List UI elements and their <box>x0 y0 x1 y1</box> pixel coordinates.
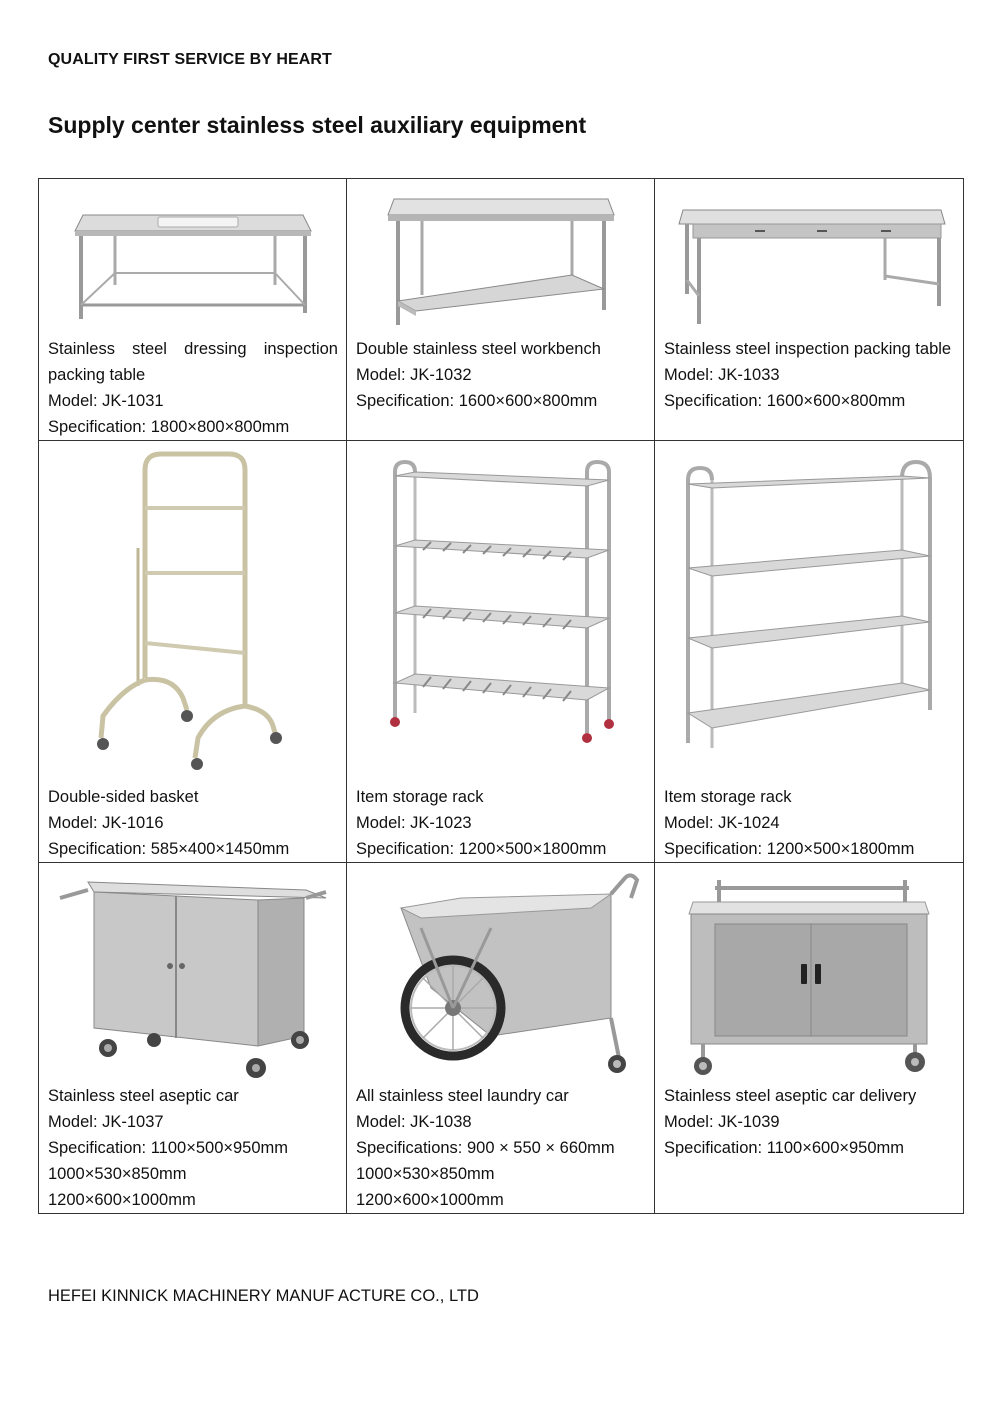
product-cell <box>655 441 964 863</box>
product-spec: 1200×600×1000mm <box>356 1191 504 1209</box>
slatted-rack-image <box>347 441 654 784</box>
product-name: Stainless steel aseptic car <box>48 1087 239 1105</box>
product-spec: Specification: 1200×500×1800mm <box>356 840 607 858</box>
product-spec: Specification: 1600×600×800mm <box>356 392 598 410</box>
product-spec: Specification: 1100×600×950mm <box>664 1139 905 1157</box>
packing-table-image <box>655 179 963 336</box>
product-cell <box>655 863 964 1214</box>
product-name: Item storage rack <box>356 788 484 806</box>
tagline: QUALITY FIRST SERVICE BY HEART <box>48 51 332 68</box>
product-name: All stainless steel laundry car <box>356 1087 569 1105</box>
laundry-cart-image <box>347 863 654 1083</box>
page-title: Supply center stainless steel auxiliary equipment <box>48 112 587 138</box>
workbench-image <box>347 179 654 336</box>
product-spec: Specification: 1600×600×800mm <box>664 392 906 410</box>
product-spec: 1200×600×1000mm <box>48 1191 196 1209</box>
product-name: Item storage rack <box>664 788 792 806</box>
product-model: Model: JK-1037 <box>48 1113 164 1131</box>
product-spec: Specification: 1100×500×950mm <box>48 1139 289 1157</box>
product-model: Model: JK-1033 <box>664 366 780 384</box>
product-cell <box>39 863 347 1214</box>
product-table <box>38 178 964 1214</box>
product-model: Model: JK-1031 <box>48 392 164 410</box>
product-model: Model: JK-1038 <box>356 1113 472 1131</box>
product-cell <box>39 179 347 441</box>
product-spec: 1000×530×850mm <box>48 1165 187 1183</box>
product-model: Model: JK-1039 <box>664 1113 780 1131</box>
table-row <box>39 863 964 1214</box>
product-model: Model: JK-1032 <box>356 366 472 384</box>
product-cell <box>655 179 964 441</box>
inspection-table-image <box>39 179 346 336</box>
shelf-rack-image <box>655 441 963 784</box>
product-model: Model: JK-1016 <box>48 814 164 832</box>
product-model: Model: JK-1024 <box>664 814 780 832</box>
table-row <box>39 179 964 441</box>
product-name: Stainless steel aseptic car delivery <box>664 1087 917 1105</box>
product-name: Double stainless steel workbench <box>356 340 601 358</box>
table-row <box>39 441 964 863</box>
aseptic-cart-image <box>39 863 346 1083</box>
product-spec: Specification: 1800×800×800mm <box>48 418 290 436</box>
product-cell <box>39 441 347 863</box>
delivery-cart-image <box>655 863 963 1083</box>
product-cell <box>347 179 655 441</box>
product-spec: Specifications: 900 × 550 × 660mm <box>356 1139 615 1157</box>
product-cell <box>347 441 655 863</box>
basket-trolley-image <box>39 441 346 784</box>
product-name: Stainless steel inspection packing table <box>664 340 952 358</box>
product-model: Model: JK-1023 <box>356 814 472 832</box>
product-spec: 1000×530×850mm <box>356 1165 495 1183</box>
product-spec: Specification: 1200×500×1800mm <box>664 840 915 858</box>
product-name: Stainless steel dressing inspection packing table <box>48 340 338 384</box>
product-spec: Specification: 585×400×1450mm <box>48 840 290 858</box>
product-cell <box>347 863 655 1214</box>
company-footer: HEFEI KINNICK MACHINERY MANUF ACTURE CO., LTD <box>48 1287 479 1305</box>
product-name: Double-sided basket <box>48 788 199 806</box>
